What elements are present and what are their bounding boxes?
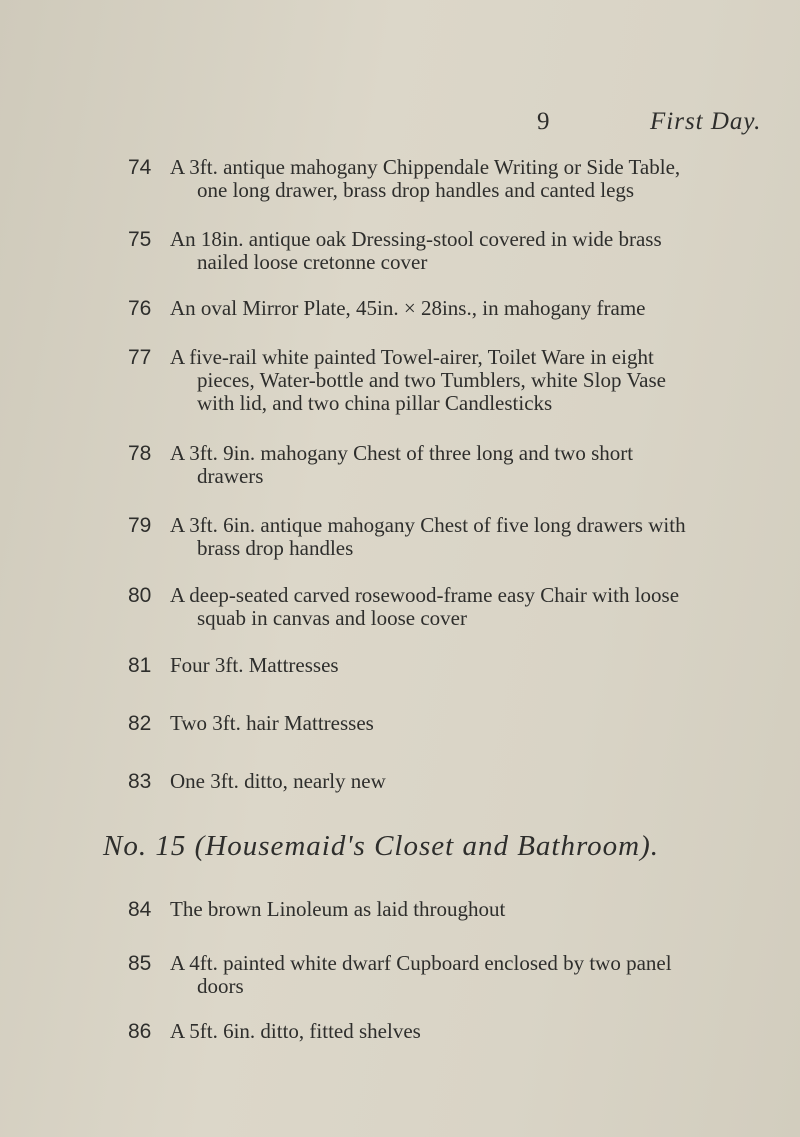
lot-description xyxy=(170,346,768,415)
lot-number: 78 xyxy=(128,442,152,465)
lot-line: doors xyxy=(197,974,244,998)
section-title: (Housemaid's Closet and Bathroom). xyxy=(194,830,660,862)
lot-description xyxy=(170,770,768,793)
lot-description xyxy=(170,712,768,735)
lot-number: 75 xyxy=(128,228,152,251)
lot-line: nailed loose cretonne cover xyxy=(197,250,428,274)
lot-number: 80 xyxy=(128,584,152,607)
lot-line: squab in canvas and loose cover xyxy=(197,606,467,630)
lot-description xyxy=(170,584,768,630)
lot-line: drawers xyxy=(197,464,264,488)
lot-description xyxy=(170,514,768,560)
lot-number: 76 xyxy=(128,297,152,320)
lot-line: The brown Linoleum as laid throughout xyxy=(170,897,506,921)
lot-number: 77 xyxy=(128,346,152,369)
lot-number: 81 xyxy=(128,654,152,677)
lot-line: pieces, Water-bottle and two Tumblers, white Slop Vase xyxy=(197,368,666,392)
lot-line: An oval Mirror Plate, 45in. × 28ins., in mahogany frame xyxy=(170,296,646,320)
section-number: No. 15 xyxy=(103,830,187,862)
lot-line: Four 3ft. Mattresses xyxy=(170,653,339,677)
lot-number: 83 xyxy=(128,770,152,793)
lot-description xyxy=(170,297,768,320)
lot-number: 85 xyxy=(128,952,152,975)
lot-number: 84 xyxy=(128,898,152,921)
lot-line: A 5ft. 6in. ditto, fitted shelves xyxy=(170,1019,421,1043)
lot-line: A 4ft. painted white dwarf Cupboard enclosed by two panel xyxy=(170,951,672,975)
lot-description xyxy=(170,952,768,998)
lot-line: One 3ft. ditto, nearly new xyxy=(170,769,386,793)
lot-line: with lid, and two china pillar Candlesticks xyxy=(197,391,553,415)
lot-line: A 3ft. antique mahogany Chippendale Writing or Side Table, xyxy=(170,155,681,179)
lot-line: brass drop handles xyxy=(197,536,354,560)
lot-line: A 3ft. 6in. antique mahogany Chest of five long drawers with xyxy=(170,513,686,537)
lot-description xyxy=(170,228,768,274)
section-heading xyxy=(103,830,659,863)
lot-description xyxy=(170,898,768,921)
day-title: First Day. xyxy=(650,108,762,135)
lot-line: A 3ft. 9in. mahogany Chest of three long and two short xyxy=(170,441,634,465)
lot-line: Two 3ft. hair Mattresses xyxy=(170,711,374,735)
lot-number: 86 xyxy=(128,1020,152,1043)
page-number: 9 xyxy=(537,108,550,135)
lot-number: 82 xyxy=(128,712,152,735)
lot-number: 74 xyxy=(128,156,152,179)
page-header xyxy=(0,108,800,148)
lot-line: An 18in. antique oak Dressing-stool covered in wide brass xyxy=(170,227,662,251)
lot-line: A five-rail white painted Towel-airer, Toilet Ware in eight xyxy=(170,345,654,369)
lot-description xyxy=(170,442,768,488)
lot-description xyxy=(170,654,768,677)
lot-number: 79 xyxy=(128,514,152,537)
lot-description xyxy=(170,1020,768,1043)
lot-description xyxy=(170,156,768,202)
lot-line: one long drawer, brass drop handles and canted legs xyxy=(197,178,635,202)
lot-line: A deep-seated carved rosewood-frame easy Chair with loose xyxy=(170,583,680,607)
